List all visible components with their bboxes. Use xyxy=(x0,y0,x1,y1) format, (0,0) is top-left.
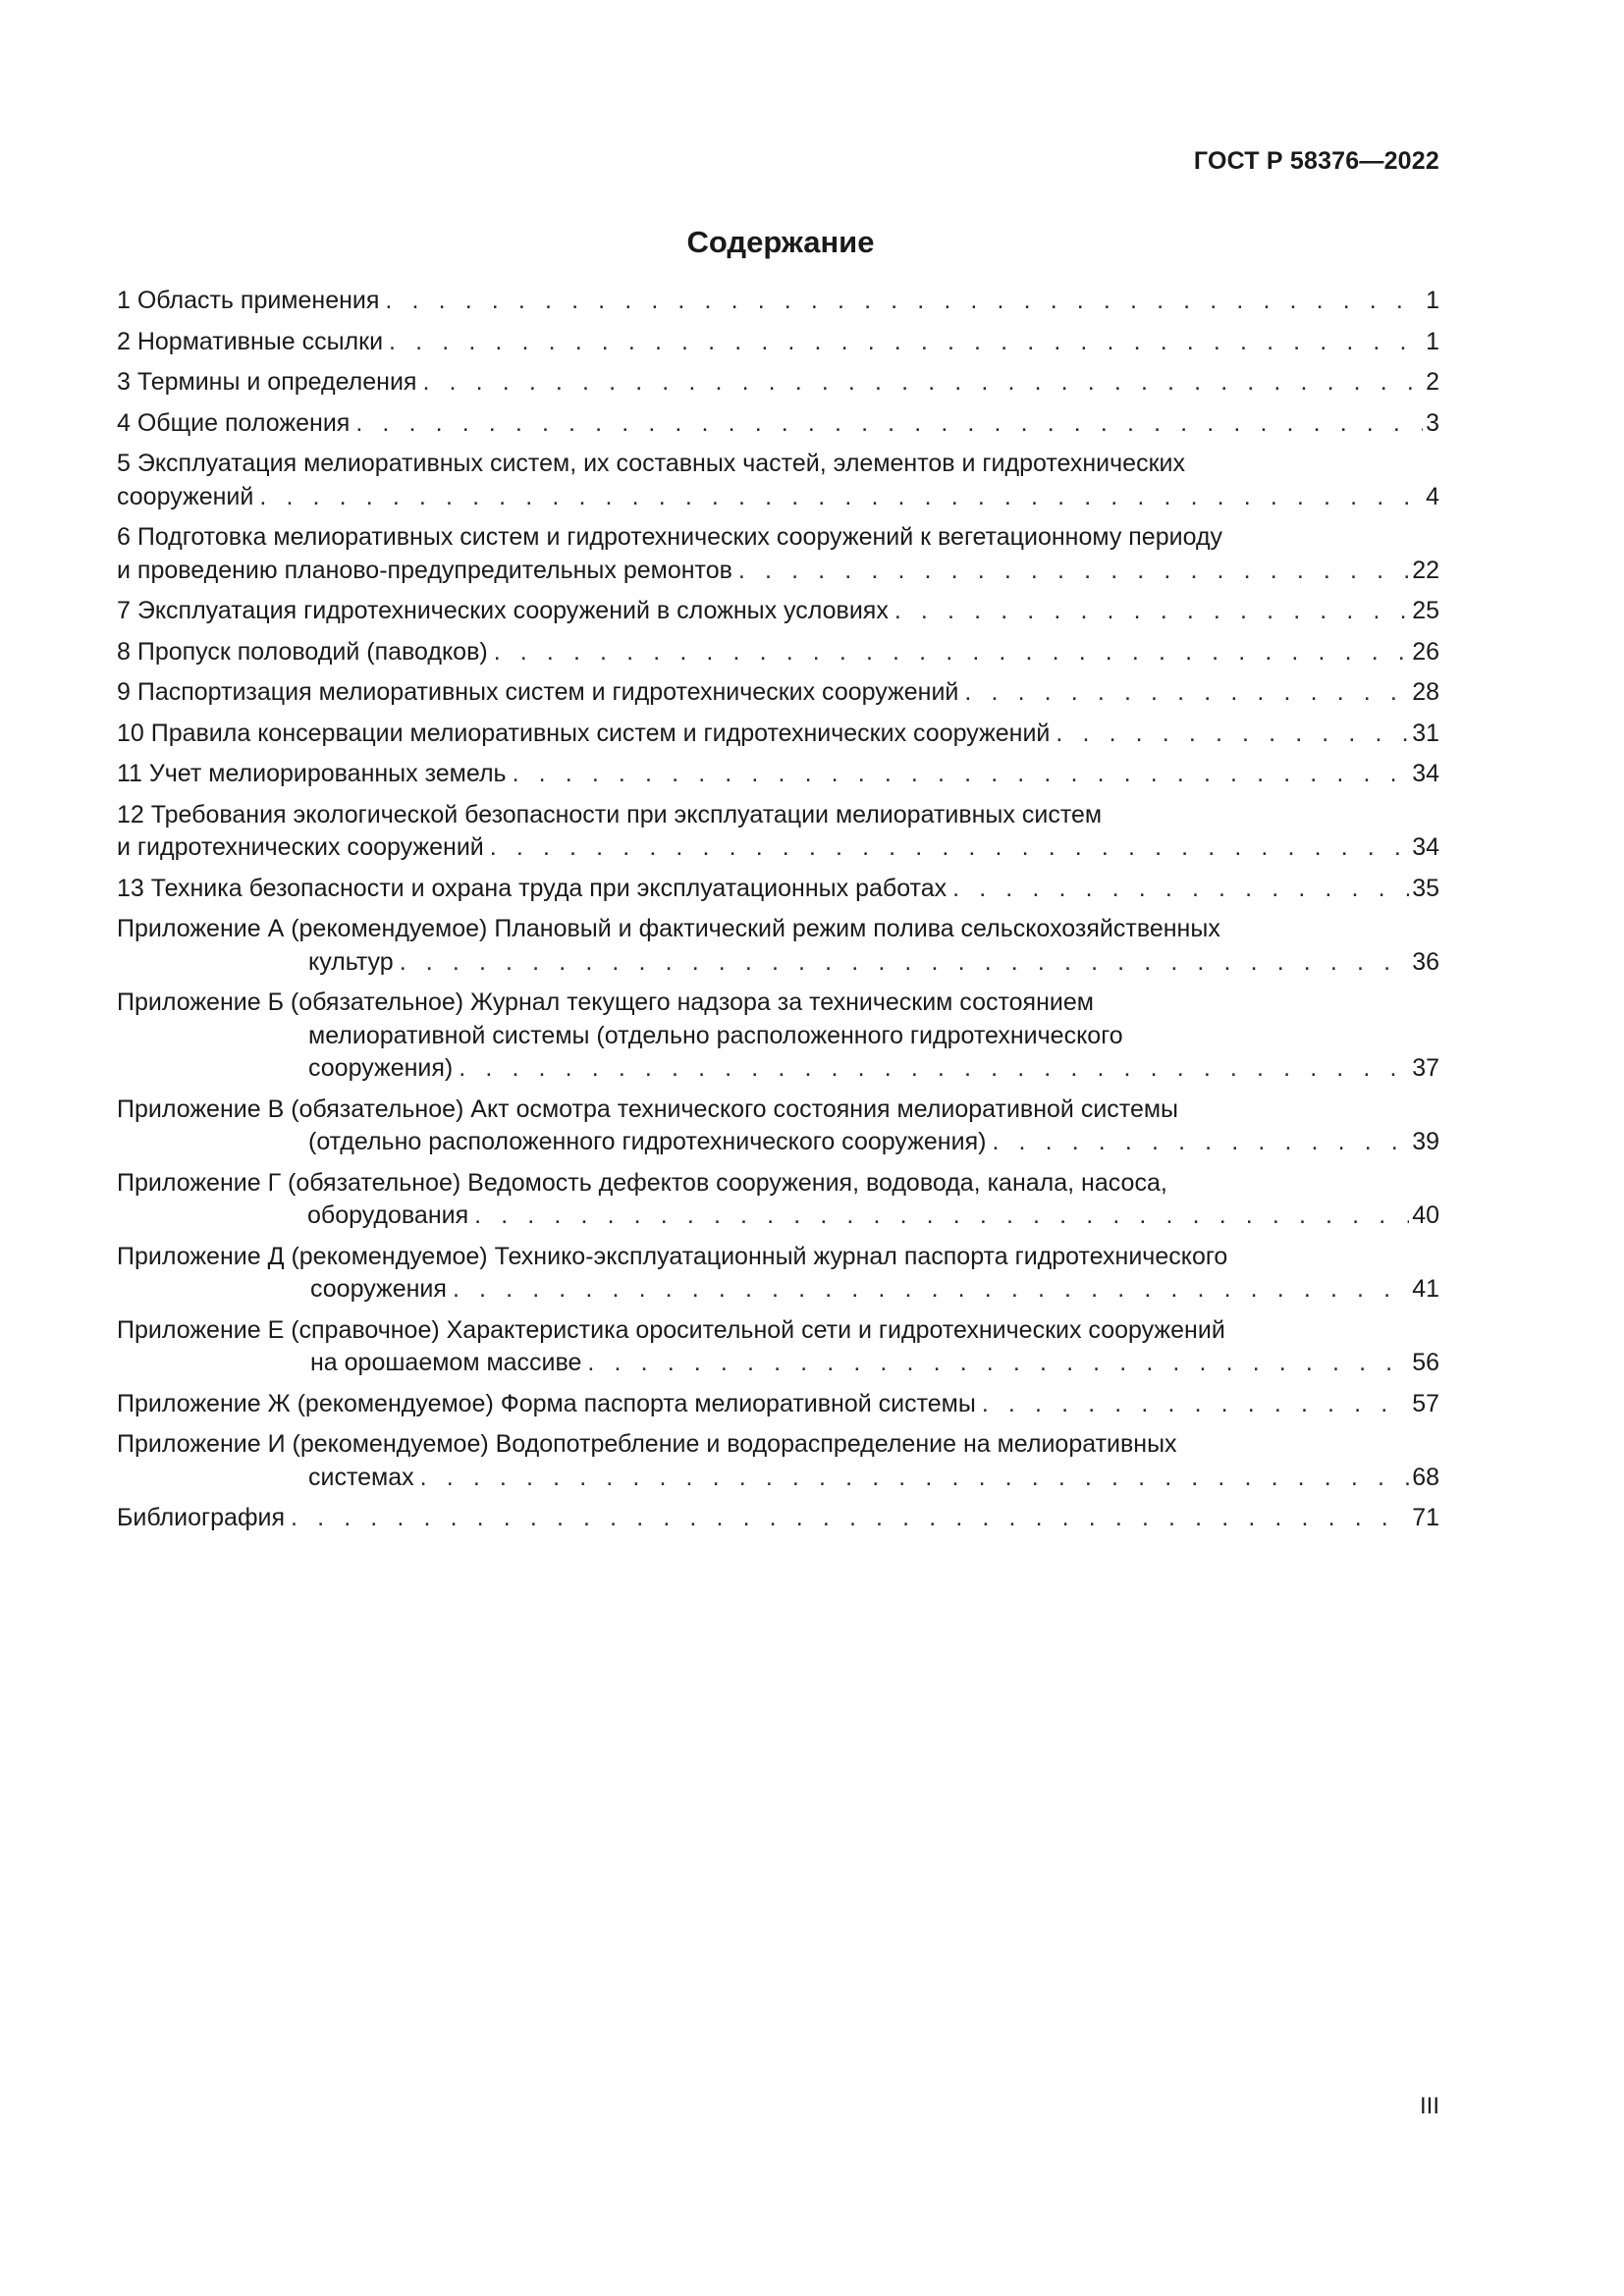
toc-entry-bibliography[interactable] xyxy=(117,1502,1439,1535)
toc-entry-title: 5 Эксплуатация мелиоративных систем, их составных частей, элементов и гидротехнических xyxy=(117,450,1185,477)
toc-entry-1[interactable] xyxy=(117,285,1439,318)
toc-entry-title: 1 Область применения xyxy=(117,287,380,314)
toc-entry-title: 8 Пропуск половодий (паводков) xyxy=(117,637,488,666)
toc-entry-title: Библиография xyxy=(117,1504,286,1531)
dot-leader xyxy=(982,1388,1409,1421)
toc-page-number: 36 xyxy=(1412,947,1439,976)
dot-leader xyxy=(422,366,1423,400)
toc-page-number: 1 xyxy=(1426,327,1439,355)
dot-leader xyxy=(952,873,1409,906)
toc-page-number: 57 xyxy=(1412,1389,1439,1417)
toc-entry-13[interactable] xyxy=(117,873,1439,906)
toc-page-number: 40 xyxy=(1412,1201,1439,1229)
toc-entry-title-continued: на орошаемом массиве xyxy=(310,1349,582,1376)
toc-entry-title-continued: сооружения) xyxy=(308,1054,454,1082)
toc-page-number: 1 xyxy=(1426,287,1439,314)
toc-page-number: 28 xyxy=(1412,678,1439,706)
toc-entry-title-continued: системах xyxy=(308,1463,414,1491)
toc-entry-title: Приложение Ж (рекомендуемое) Форма паспорта мелиоративной системы xyxy=(117,1389,976,1417)
toc-entry-title: Приложение Е (справочное) Характеристика оросительной сети и гидротехнических сооружений xyxy=(117,1315,1225,1344)
toc-page-number: 34 xyxy=(1412,833,1439,861)
toc-entry-title-continued: сооружения xyxy=(310,1275,447,1303)
toc-entry-title: 4 Общие положения xyxy=(117,408,351,437)
dot-leader xyxy=(738,555,1409,588)
toc-entry-6[interactable] xyxy=(117,521,1439,587)
page-folio: III xyxy=(1419,2093,1439,2119)
dot-leader xyxy=(389,326,1423,359)
toc-entry-title: 9 Паспортизация мелиоративных систем и гидротехнических сооружений xyxy=(117,678,959,706)
dot-leader xyxy=(355,407,1423,441)
toc-entry-2[interactable] xyxy=(117,326,1439,359)
toc-entry-title: 11 Учет мелиорированных земель xyxy=(117,760,507,787)
dot-leader xyxy=(1056,718,1409,751)
toc-page-number: 26 xyxy=(1412,637,1439,666)
toc-entry-title-continued: и проведению планово-предупредительных ремонтов xyxy=(117,556,732,584)
toc-entry-title-continued: сооружений xyxy=(117,482,254,510)
dot-leader xyxy=(453,1273,1409,1307)
table-of-contents xyxy=(117,285,1439,1543)
dot-leader xyxy=(494,636,1410,669)
toc-entry-4[interactable] xyxy=(117,407,1439,441)
toc-entry-3[interactable] xyxy=(117,366,1439,400)
toc-entry-title: 7 Эксплуатация гидротехнических сооружений в сложных условиях xyxy=(117,597,889,624)
toc-entry-8[interactable] xyxy=(117,636,1439,669)
dot-leader xyxy=(894,595,1409,628)
toc-entry-title: 12 Требования экологической безопасности при эксплуатации мелиоративных систем xyxy=(117,800,1103,828)
toc-entry-title: Приложение Г (обязательное) Ведомость дефектов сооружения, водовода, канала, насоса, xyxy=(117,1168,1167,1197)
toc-page-number: 31 xyxy=(1412,719,1439,747)
toc-page-number: 4 xyxy=(1426,482,1439,510)
toc-entry-title: 3 Термины и определения xyxy=(117,368,417,396)
toc-page-number: 34 xyxy=(1412,760,1439,787)
toc-page-number: 41 xyxy=(1412,1275,1439,1303)
toc-entry-12[interactable] xyxy=(117,799,1439,865)
toc-entry-annex-d[interactable] xyxy=(117,1241,1439,1307)
toc-page-number: 22 xyxy=(1412,556,1439,584)
dot-leader xyxy=(474,1200,1409,1233)
toc-page-number: 25 xyxy=(1412,597,1439,624)
toc-page-number: 2 xyxy=(1426,368,1439,396)
toc-page-number: 3 xyxy=(1426,408,1439,437)
dot-leader xyxy=(587,1347,1409,1380)
toc-entry-annex-a[interactable] xyxy=(117,913,1439,979)
toc-entry-annex-i[interactable] xyxy=(117,1428,1439,1494)
dot-leader xyxy=(459,1052,1409,1086)
toc-entry-7[interactable] xyxy=(117,595,1439,628)
toc-entry-title-continued: и гидротехнических сооружений xyxy=(117,833,484,861)
toc-entry-title-continued: оборудования xyxy=(307,1201,469,1229)
toc-entry-title: Приложение Д (рекомендуемое) Технико-эксплуатационный журнал паспорта гидротехнического xyxy=(117,1242,1228,1270)
toc-page-number: 68 xyxy=(1412,1463,1439,1491)
toc-page-number: 37 xyxy=(1412,1054,1439,1082)
dot-leader xyxy=(385,285,1423,318)
toc-page-number: 71 xyxy=(1412,1504,1439,1531)
toc-page-number: 35 xyxy=(1412,874,1439,902)
toc-entry-10[interactable] xyxy=(117,718,1439,751)
toc-entry-9[interactable] xyxy=(117,676,1439,710)
dot-leader xyxy=(992,1126,1409,1159)
toc-entry-title-continued: мелиоративной системы (отдельно расположенного гидротехнического xyxy=(308,1021,1123,1049)
toc-entry-title: 10 Правила консервации мелиоративных систем и гидротехнических сооружений xyxy=(117,719,1051,747)
toc-entry-11[interactable] xyxy=(117,758,1439,791)
toc-page-number: 39 xyxy=(1412,1128,1439,1155)
toc-entry-annex-e[interactable] xyxy=(117,1314,1439,1380)
dot-leader xyxy=(513,758,1410,791)
toc-entry-title: 2 Нормативные ссылки xyxy=(117,327,384,355)
dot-leader xyxy=(964,676,1409,710)
document-code: ГОСТ Р 58376—2022 xyxy=(1193,147,1439,175)
toc-entry-title-continued: (отдельно расположенного гидротехнического сооружения) xyxy=(308,1128,987,1155)
toc-entry-annex-g[interactable] xyxy=(117,1167,1439,1233)
toc-entry-title: Приложение И (рекомендуемое) Водопотребление и водораспределение на мелиоративных xyxy=(117,1430,1177,1458)
toc-entry-title: Приложение Б (обязательное) Журнал текущего надзора за техническим состоянием xyxy=(117,988,1094,1016)
toc-title: Содержание xyxy=(686,225,875,259)
toc-entry-5[interactable] xyxy=(117,448,1439,513)
dot-leader xyxy=(490,831,1409,865)
toc-entry-annex-v[interactable] xyxy=(117,1094,1439,1159)
toc-entry-annex-b[interactable] xyxy=(117,987,1439,1086)
toc-entry-title-continued: культур xyxy=(308,947,394,976)
toc-page-number: 56 xyxy=(1412,1349,1439,1376)
toc-entry-title: Приложение А (рекомендуемое) Плановый и фактический режим полива сельскохозяйственных xyxy=(117,915,1220,942)
toc-entry-title: 13 Техника безопасности и охрана труда при эксплуатационных работах xyxy=(117,874,947,902)
dot-leader xyxy=(420,1462,1410,1495)
toc-entry-annex-zh[interactable] xyxy=(117,1388,1439,1421)
dot-leader xyxy=(400,946,1410,980)
toc-entry-title: Приложение В (обязательное) Акт осмотра технического состояния мелиоративной системы xyxy=(117,1095,1179,1123)
dot-leader xyxy=(259,481,1423,514)
toc-entry-title: 6 Подготовка мелиоративных систем и гидротехнических сооружений к вегетационному периоду xyxy=(117,523,1223,551)
dot-leader xyxy=(291,1502,1409,1535)
